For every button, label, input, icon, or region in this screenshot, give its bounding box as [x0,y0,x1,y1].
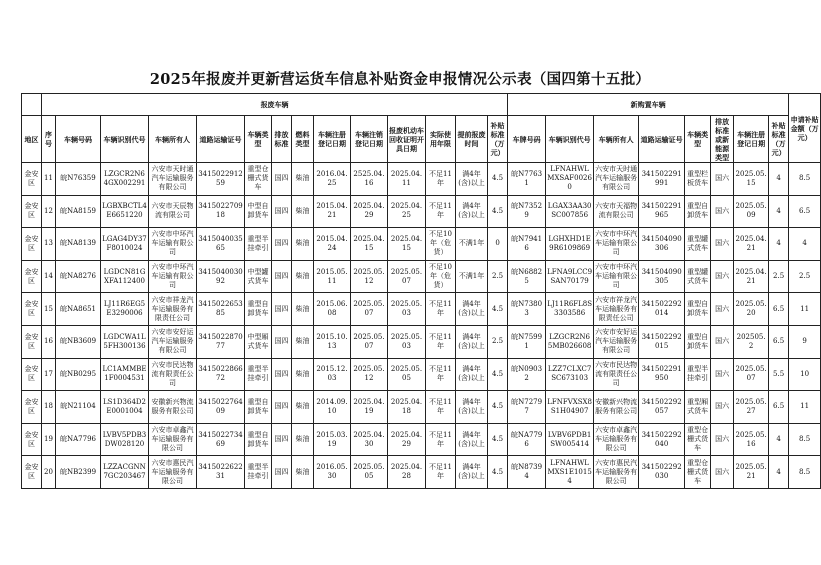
cell-total: 4 [789,228,821,261]
cell-plate: 皖N76359 [56,163,101,196]
cell-cancel-date: 2025.04.15 [351,228,388,261]
cell-years: 不足10年（危货） [426,260,456,293]
cell-n-emission: 国六 [711,358,734,391]
cell-n-plate: 皖NA7796 [508,423,546,456]
table-body [22,163,821,489]
col-new-emission: 排放标准或新能源类型 [711,116,734,163]
cell-total: 10 [789,358,821,391]
cell-seq: 18 [42,391,56,424]
cell-n-type: 重型半挂牵引 [685,358,711,391]
cell-n-owner: 六安市祥龙汽车运输服务有限责任公司 [594,293,639,326]
cell-years: 不足11年 [426,293,456,326]
table-row [22,325,821,358]
cell-owner: 六安市祥龙汽车运输服务有限责任公司 [149,293,197,326]
cell-total: 11 [789,391,821,424]
cell-owner: 安徽新兴物流服务有限公司 [149,391,197,424]
cell-seq: 17 [42,358,56,391]
cell-scrap-date: 2025.05.03 [388,325,426,358]
cell-type: 重型半挂牵引 [245,358,272,391]
cell-seq: 15 [42,293,56,326]
cell-reg-date: 2015.04.21 [314,195,351,228]
cell-permit: 341504003092 [197,260,245,293]
cell-std2: 6.5 [769,391,789,424]
cell-plate: 皖N21104 [56,391,101,424]
cell-n-vin: LVBV6PDB1SW005414 [546,423,594,456]
cell-plate: 皖NA8159 [56,195,101,228]
col-vin: 车辆识别代号 [101,116,149,163]
cell-vin: LZGCR2N64GX002291 [101,163,149,196]
cell-n-plate: 皖N73803 [508,293,546,326]
cell-n-type: 重型自卸货车 [685,293,711,326]
table-row [22,293,821,326]
cell-seq: 13 [42,228,56,261]
col-emission: 排放标准 [272,116,292,163]
cell-permit: 341502270918 [197,195,245,228]
cell-owner: 六安市安好运汽车运输服务有限公司 [149,325,197,358]
cell-n-permit: 341502292014 [639,293,685,326]
cell-n-reg-date: 2025.05.20 [734,293,769,326]
cell-n-emission: 国六 [711,325,734,358]
cell-vin: LZZACGNN7GC203467 [101,456,149,489]
cell-n-plate: 皖N75991 [508,325,546,358]
cell-vin: LGDCN81GXFA112400 [101,260,149,293]
cell-total: 6.5 [789,195,821,228]
table-row [22,260,821,293]
cell-district: 金安区 [22,423,42,456]
col-district: 地区 [22,116,42,163]
cell-scrap-date: 2025.05.05 [388,358,426,391]
cell-fuel: 柴油 [292,293,314,326]
cell-scrap-time: 满4年(含)以上 [456,423,488,456]
cell-n-plate: 皖N87394 [508,456,546,489]
cell-n-reg-date: 2025.05.09 [734,195,769,228]
cell-type: 重型半挂牵引 [245,456,272,489]
table-row [22,195,821,228]
cell-plate: 皖NA8651 [56,293,101,326]
cell-type: 重型仓栅式货车 [245,163,272,196]
cell-n-vin: LGHXHD1E9R6109869 [546,228,594,261]
cell-plate: 皖NB3609 [56,325,101,358]
cell-n-vin: LJ11R6FL8S3303586 [546,293,594,326]
cell-total: 8.5 [789,456,821,489]
cell-permit: 341502291259 [197,163,245,196]
cell-n-permit: 341502292030 [639,456,685,489]
cell-scrap-date: 2025.04.11 [388,163,426,196]
cell-years: 不足11年 [426,391,456,424]
cell-n-plate: 皖N77631 [508,163,546,196]
cell-years: 不足10年（危货） [426,228,456,261]
cell-fuel: 柴油 [292,456,314,489]
cell-years: 不足11年 [426,195,456,228]
cell-n-emission: 国六 [711,293,734,326]
cell-n-owner: 六安市卓鑫汽车运输服务有限公司 [594,423,639,456]
cell-std1: 2.5 [488,325,508,358]
table-row [22,391,821,424]
cell-owner: 六安市卓鑫汽车运输服务有限公司 [149,423,197,456]
cell-seq: 11 [42,163,56,196]
group-header-row [22,94,821,116]
cell-permit: 341502287077 [197,325,245,358]
cell-std1: 4.5 [488,423,508,456]
cell-std2: 5.5 [769,358,789,391]
cell-scrap-time: 不满1年 [456,228,488,261]
cell-n-emission: 国六 [711,423,734,456]
cell-std1: 2.5 [488,260,508,293]
col-cancel-date: 车辆注销登记日期 [351,116,388,163]
cell-n-owner: 六安市惠民汽车运输服务有限公司 [594,456,639,489]
cell-years: 不足11年 [426,163,456,196]
cell-n-plate: 皖N79416 [508,228,546,261]
cell-district: 金安区 [22,325,42,358]
col-owner: 车辆所有人 [149,116,197,163]
cell-cancel-date: 2025.05.12 [351,358,388,391]
cell-owner: 六安市民达物流有限责任公司 [149,358,197,391]
cell-n-reg-date: 2025.05.27 [734,391,769,424]
cell-cancel-date: 2025.04.30 [351,423,388,456]
cell-n-owner: 六安市安好运汽车运输服务有限公司 [594,325,639,358]
table-row [22,456,821,489]
cell-n-emission: 国六 [711,163,734,196]
cell-scrap-time: 满4年(含)以上 [456,358,488,391]
cell-owner: 六安市中环汽车运输有限公司 [149,228,197,261]
col-fuel: 燃料类型 [292,116,314,163]
cell-district: 金安区 [22,163,42,196]
cell-permit: 341502276409 [197,391,245,424]
cell-scrap-time: 满4年(含)以上 [456,195,488,228]
subsidy-table [21,93,821,489]
cell-n-permit: 341504090306 [639,228,685,261]
col-scrap-time: 提前报废时间 [456,116,488,163]
cell-scrap-date: 2025.04.15 [388,228,426,261]
cell-n-owner: 六安市中环汽车运输有限公司 [594,228,639,261]
cell-total: 2.5 [789,260,821,293]
cell-n-vin: LGAX3AA30SC007856 [546,195,594,228]
cell-n-type: 重型自卸货车 [685,195,711,228]
cell-scrap-time: 满4年(含)以上 [456,391,488,424]
cell-vin: LC1AMMBE1F0004531 [101,358,149,391]
cell-n-type: 重型栏板货车 [685,163,711,196]
col-std2: 补贴标准（万元） [769,116,789,163]
cell-vin: LVBV5PDB3DW028120 [101,423,149,456]
cell-scrap-date: 2025.05.03 [388,293,426,326]
cell-type: 重型自卸货车 [245,293,272,326]
cell-plate: 皖NA7796 [56,423,101,456]
cell-total: 9 [789,325,821,358]
table-row [22,228,821,261]
cell-n-reg-date: 2025.05.15 [734,163,769,196]
cell-std2: 4 [769,423,789,456]
cell-type: 重型自卸货车 [245,391,272,424]
cell-type: 中型厢式货车 [245,325,272,358]
cell-cancel-date: 2025.05.07 [351,325,388,358]
cell-emission: 国四 [272,260,292,293]
cell-emission: 国四 [272,163,292,196]
cell-plate: 皖NA8276 [56,260,101,293]
cell-vin: LJ11R6EG5E3290006 [101,293,149,326]
cell-n-reg-date: 2025.05.07 [734,358,769,391]
cell-owner: 六安市惠民汽车运输服务有限公司 [149,456,197,489]
cell-fuel: 柴油 [292,163,314,196]
cell-n-emission: 国六 [711,195,734,228]
cell-n-plate: 皖N73529 [508,195,546,228]
cell-owner: 六安市中环汽车运输有限公司 [149,260,197,293]
cell-n-plate: 皖N09032 [508,358,546,391]
group-new-header: 新购置车辆 [508,94,789,116]
cell-n-type: 重型仓栅式货车 [685,423,711,456]
cell-owner: 六安市天时通汽车运输服务有限公司 [149,163,197,196]
cell-fuel: 柴油 [292,325,314,358]
cell-n-owner: 安徽新兴物流服务有限公司 [594,391,639,424]
cell-district: 金安区 [22,293,42,326]
cell-years: 不足11年 [426,358,456,391]
cell-emission: 国四 [272,456,292,489]
cell-type: 重型半挂牵引 [245,228,272,261]
col-new-reg-date: 车辆注册登记日期 [734,116,769,163]
cell-scrap-date: 2025.04.18 [388,391,426,424]
cell-scrap-date: 2025.04.25 [388,195,426,228]
cell-std1: 4.5 [488,456,508,489]
cell-scrap-time: 满4年(含)以上 [456,325,488,358]
cell-reg-date: 2014.09.10 [314,391,351,424]
cell-n-type: 重型自卸货车 [685,325,711,358]
cell-cancel-date: 2025.05.05 [351,456,388,489]
cell-n-permit: 341502292057 [639,391,685,424]
cell-permit: 341502265385 [197,293,245,326]
cell-n-permit: 341502292040 [639,423,685,456]
cell-scrap-time: 满4年(含)以上 [456,456,488,489]
cell-n-vin: LZZ7CLXC7SC673103 [546,358,594,391]
cell-n-emission: 国六 [711,391,734,424]
cell-n-reg-date: 2025.04.21 [734,228,769,261]
cell-permit: 341502286672 [197,358,245,391]
cell-n-reg-date: 2025.04.21 [734,260,769,293]
col-years: 实际使用年限 [426,116,456,163]
cell-cancel-date: 2025.05.12 [351,260,388,293]
cell-permit: 341502262231 [197,456,245,489]
cell-n-type: 重型罐式货车 [685,228,711,261]
cell-vin: LS1D364D2E0001004 [101,391,149,424]
cell-type: 中型自卸货车 [245,195,272,228]
cell-seq: 19 [42,423,56,456]
cell-std1: 4.5 [488,195,508,228]
cell-fuel: 柴油 [292,391,314,424]
col-new-owner: 车辆所有人 [594,116,639,163]
cell-fuel: 柴油 [292,423,314,456]
cell-std1: 0 [488,228,508,261]
col-std1: 补贴标准（万元） [488,116,508,163]
cell-seq: 16 [42,325,56,358]
cell-n-plate: 皖N68825 [508,260,546,293]
cell-cancel-date: 2025.04.29 [351,195,388,228]
cell-n-permit: 341502291950 [639,358,685,391]
cell-n-reg-date: 2025.05.21 [734,456,769,489]
cell-plate: 皖NB0295 [56,358,101,391]
cell-n-owner: 六安市天时通汽车运输服务有限公司 [594,163,639,196]
cell-reg-date: 2015.05.11 [314,260,351,293]
cell-std2: 4 [769,456,789,489]
cell-scrap-time: 不满1年 [456,260,488,293]
cell-owner: 六安市天辰物流有限公司 [149,195,197,228]
cell-district: 金安区 [22,456,42,489]
cell-scrap-date: 2025.04.29 [388,423,426,456]
cell-seq: 14 [42,260,56,293]
cell-district: 金安区 [22,260,42,293]
cell-n-permit: 341502292015 [639,325,685,358]
cell-scrap-time: 满4年(含)以上 [456,293,488,326]
cell-n-permit: 341502291965 [639,195,685,228]
column-header-row [22,116,821,163]
cell-n-vin: LFNA9LCC9SAN70179 [546,260,594,293]
cell-plate: 皖NA8139 [56,228,101,261]
cell-std1: 4.5 [488,358,508,391]
cell-std2: 4 [769,163,789,196]
cell-std1: 4.5 [488,391,508,424]
cell-std2: 6.5 [769,293,789,326]
cell-total: 11 [789,293,821,326]
cell-fuel: 柴油 [292,195,314,228]
col-total-header: 申请补贴金额（万元） [789,94,821,163]
cell-reg-date: 2016.04.25 [314,163,351,196]
cell-reg-date: 2015.12.03 [314,358,351,391]
cell-std2: 2.5 [769,260,789,293]
cell-n-emission: 国六 [711,228,734,261]
cell-n-owner: 六安市中环汽车运输有限公司 [594,260,639,293]
cell-n-emission: 国六 [711,456,734,489]
cell-permit: 341502273469 [197,423,245,456]
cell-emission: 国四 [272,325,292,358]
page-title: 2025年报废并更新营运货车信息补贴资金申报情况公示表（国四第十五批） [149,71,651,88]
cell-district: 金安区 [22,391,42,424]
cell-std2: 4 [769,195,789,228]
table-row [22,358,821,391]
cell-vin: LGAG4DY37F8010024 [101,228,149,261]
col-type: 车辆类型 [245,116,272,163]
cell-std1: 4.5 [488,293,508,326]
cell-district: 金安区 [22,358,42,391]
cell-type: 中型罐式货车 [245,260,272,293]
cell-vin: LGDCWA1L5FH300136 [101,325,149,358]
cell-n-reg-date: 2025.05.16 [734,423,769,456]
cell-scrap-time: 满4年(含)以上 [456,163,488,196]
cell-n-reg-date: 202505.2 [734,325,769,358]
col-seq: 序号 [42,116,56,163]
col-reg-date: 车辆注册登记日期 [314,116,351,163]
cell-reg-date: 2015.06.08 [314,293,351,326]
cell-n-type: 重型仓栅式货车 [685,456,711,489]
cell-n-type: 重型厢式货车 [685,391,711,424]
cell-scrap-date: 2025.05.07 [388,260,426,293]
cell-n-vin: LFNAHWLMXS1E10154 [546,456,594,489]
cell-reg-date: 2015.10.13 [314,325,351,358]
cell-reg-date: 2015.04.24 [314,228,351,261]
cell-years: 不足11年 [426,325,456,358]
cell-fuel: 柴油 [292,228,314,261]
cell-seq: 20 [42,456,56,489]
col-new-plate: 车牌号码 [508,116,546,163]
cell-emission: 国四 [272,195,292,228]
cell-scrap-date: 2025.04.28 [388,456,426,489]
cell-n-permit: 341502291991 [639,163,685,196]
cell-emission: 国四 [272,358,292,391]
cell-n-permit: 341504090305 [639,260,685,293]
group-scrapped-header: 报废车辆 [42,94,508,116]
cell-reg-date: 2015.03.19 [314,423,351,456]
cell-type: 重型自卸货车 [245,423,272,456]
cell-cancel-date: 2025.05.07 [351,293,388,326]
cell-n-owner: 六安市民达物流有限责任公司 [594,358,639,391]
cell-seq: 12 [42,195,56,228]
cell-reg-date: 2016.05.30 [314,456,351,489]
cell-district: 金安区 [22,195,42,228]
cell-emission: 国四 [272,228,292,261]
cell-n-emission: 国六 [711,260,734,293]
cell-plate: 皖NB2399 [56,456,101,489]
cell-std2: 6.5 [769,325,789,358]
cell-fuel: 柴油 [292,260,314,293]
group-blank [22,94,42,116]
cell-years: 不足11年 [426,423,456,456]
cell-total: 8.5 [789,163,821,196]
cell-permit: 341504003565 [197,228,245,261]
cell-vin: LGBXBCTL4E6651220 [101,195,149,228]
cell-std1: 4.5 [488,163,508,196]
col-new-permit: 道路运输证号 [639,116,685,163]
cell-n-plate: 皖N72797 [508,391,546,424]
cell-district: 金安区 [22,228,42,261]
cell-cancel-date: 2525.04.16 [351,163,388,196]
col-new-type: 车辆类型 [685,116,711,163]
cell-years: 不足11年 [426,456,456,489]
cell-emission: 国四 [272,293,292,326]
cell-cancel-date: 2025.04.19 [351,391,388,424]
cell-n-owner: 六安市天福物流有限公司 [594,195,639,228]
cell-n-vin: LZGCR2N65MB026608 [546,325,594,358]
table-row [22,163,821,196]
cell-n-vin: LFNFVXSX8S1H04907 [546,391,594,424]
col-plate: 车辆号码 [56,116,101,163]
cell-std2: 4 [769,228,789,261]
col-new-vin: 车辆识别代号 [546,116,594,163]
cell-n-type: 重型罐式货车 [685,260,711,293]
table-row [22,423,821,456]
cell-n-vin: LFNAHWLMXSAF00260 [546,163,594,196]
cell-emission: 国四 [272,423,292,456]
cell-fuel: 柴油 [292,358,314,391]
cell-emission: 国四 [272,391,292,424]
col-scrap-date: 报废机动车回收证明开具日期 [388,116,426,163]
col-permit: 道路运输证号 [197,116,245,163]
cell-total: 8.5 [789,423,821,456]
